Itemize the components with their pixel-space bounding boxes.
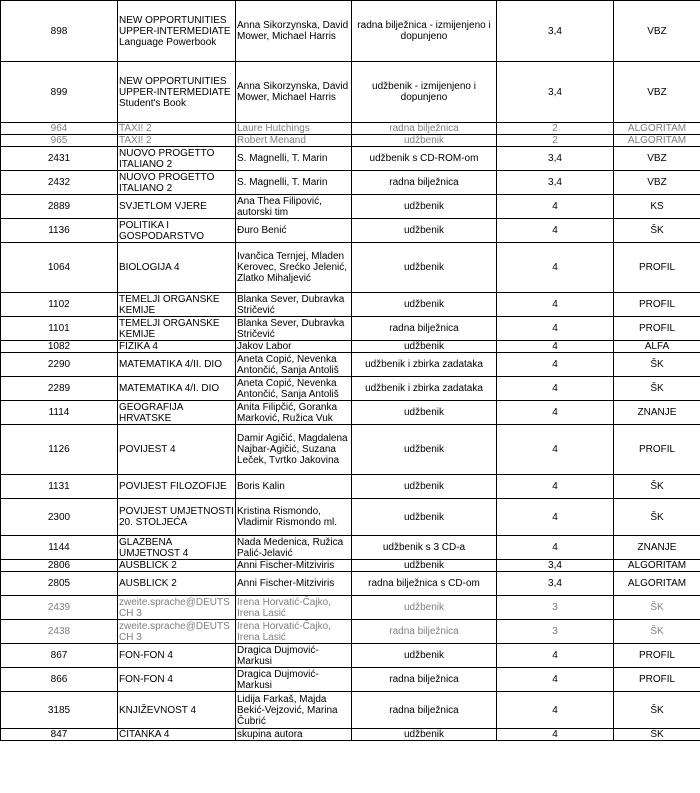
cell-type: radna bilježnica s CD-om — [352, 572, 497, 596]
cell-grade: 4 — [497, 317, 614, 341]
cell-type: udžbenik — [352, 243, 497, 293]
cell-title: MATEMATIKA 4/II. DIO — [118, 353, 236, 377]
cell-grade: 4 — [497, 644, 614, 668]
cell-code: 1144 — [1, 536, 118, 560]
cell-publisher: PROFIL — [614, 425, 700, 475]
cell-title: ČITANKA 4 — [118, 729, 236, 741]
cell-publisher: PROFIL — [614, 317, 700, 341]
cell-title: BIOLOGIJA 4 — [118, 243, 236, 293]
cell-publisher: ŠK — [614, 377, 700, 401]
table-row — [1, 729, 700, 741]
cell-title: TAXI! 2 — [118, 123, 236, 135]
cell-authors: Laure Hutchings — [236, 123, 352, 135]
cell-title: FIZIKA 4 — [118, 341, 236, 353]
cell-code: 1101 — [1, 317, 118, 341]
cell-grade: 3 — [497, 596, 614, 620]
table-row — [1, 195, 700, 219]
cell-authors: Kristina Rismondo, Vladimir Rismondo ml. — [236, 499, 352, 536]
cell-code: 2438 — [1, 620, 118, 644]
table-row — [1, 243, 700, 293]
cell-authors: Blanka Sever, Dubravka Stričević — [236, 317, 352, 341]
cell-publisher: ŠK — [614, 729, 700, 741]
cell-code: 2432 — [1, 171, 118, 195]
cell-type: radna bilježnica — [352, 692, 497, 729]
cell-title: NEW OPPORTUNITIES UPPER-INTERMEDIATE Student's Book — [118, 62, 236, 123]
cell-type: udžbenik i zbirka zadataka — [352, 377, 497, 401]
cell-code: 1064 — [1, 243, 118, 293]
cell-code: 965 — [1, 135, 118, 147]
cell-type: udžbenik — [352, 560, 497, 572]
table-row — [1, 341, 700, 353]
cell-type: udžbenik - izmijenjeno i dopunjeno — [352, 62, 497, 123]
table-row — [1, 425, 700, 475]
table-row — [1, 62, 700, 123]
table-row — [1, 135, 700, 147]
cell-type: udžbenik i zbirka zadataka — [352, 353, 497, 377]
cell-authors: Lidija Farkaš, Majda Bekić-Vejzović, Marina Čubrić — [236, 692, 352, 729]
cell-type: udžbenik — [352, 341, 497, 353]
cell-grade: 4 — [497, 243, 614, 293]
table-row — [1, 219, 700, 243]
cell-authors: Boris Kalin — [236, 475, 352, 499]
cell-type: udžbenik — [352, 195, 497, 219]
cell-authors: Anni Fischer-Mitziviris — [236, 560, 352, 572]
cell-code: 2806 — [1, 560, 118, 572]
cell-publisher: ALGORITAM — [614, 572, 700, 596]
cell-grade: 3,4 — [497, 147, 614, 171]
cell-authors: Ana Thea Filipović, autorski tim — [236, 195, 352, 219]
cell-grade: 3,4 — [497, 560, 614, 572]
cell-code: 1126 — [1, 425, 118, 475]
cell-code: 2431 — [1, 147, 118, 171]
cell-title: NEW OPPORTUNITIES UPPER-INTERMEDIATE Language Powerbook — [118, 1, 236, 62]
table-row — [1, 317, 700, 341]
cell-code: 847 — [1, 729, 118, 741]
cell-code: 1082 — [1, 341, 118, 353]
cell-authors: Damir Agičić, Magdalena Najbar-Agičić, Suzana Leček, Tvrtko Jakovina — [236, 425, 352, 475]
cell-grade: 4 — [497, 425, 614, 475]
cell-grade: 4 — [497, 293, 614, 317]
cell-type: udžbenik — [352, 729, 497, 741]
cell-grade: 3,4 — [497, 572, 614, 596]
cell-type: radna bilježnica — [352, 317, 497, 341]
cell-code: 2289 — [1, 377, 118, 401]
cell-type: radna bilježnica — [352, 620, 497, 644]
table-row — [1, 401, 700, 425]
cell-title: GEOGRAFIJA HRVATSKE — [118, 401, 236, 425]
cell-code: 898 — [1, 1, 118, 62]
cell-grade: 4 — [497, 729, 614, 741]
cell-title: AUSBLICK 2 — [118, 572, 236, 596]
cell-authors: Anna Sikorzynska, David Mower, Michael Harris — [236, 62, 352, 123]
cell-grade: 4 — [497, 668, 614, 692]
cell-title: TEMELJI ORGANSKE KEMIJE — [118, 317, 236, 341]
cell-title: GLAZBENA UMJETNOST 4 — [118, 536, 236, 560]
table-row — [1, 171, 700, 195]
cell-type: udžbenik s CD-ROM-om — [352, 147, 497, 171]
cell-type: udžbenik — [352, 596, 497, 620]
cell-title: NUOVO PROGETTO ITALIANO 2 — [118, 147, 236, 171]
table-row — [1, 596, 700, 620]
cell-grade: 3,4 — [497, 171, 614, 195]
cell-title: POVIJEST FILOZOFIJE — [118, 475, 236, 499]
cell-grade: 3,4 — [497, 62, 614, 123]
cell-authors: skupina autora — [236, 729, 352, 741]
cell-publisher: PROFIL — [614, 243, 700, 293]
table-row — [1, 620, 700, 644]
cell-authors: Ivančica Ternjej, Mladen Kerovec, Srećko Jelenić, Zlatko Mihaljević — [236, 243, 352, 293]
cell-type: udžbenik s 3 CD-a — [352, 536, 497, 560]
cell-type: udžbenik — [352, 475, 497, 499]
table-row — [1, 572, 700, 596]
cell-code: 1102 — [1, 293, 118, 317]
cell-publisher: ALGORITAM — [614, 123, 700, 135]
cell-type: udžbenik — [352, 401, 497, 425]
table-row — [1, 377, 700, 401]
cell-title: zweite.sprache@DEUTSCH 3 — [118, 620, 236, 644]
cell-grade: 4 — [497, 219, 614, 243]
cell-title: FON-FON 4 — [118, 644, 236, 668]
cell-authors: Nada Medenica, Ružica Palić-Jelavić — [236, 536, 352, 560]
table-row — [1, 668, 700, 692]
table-row — [1, 560, 700, 572]
table-row — [1, 293, 700, 317]
cell-publisher: PROFIL — [614, 668, 700, 692]
cell-authors: S. Magnelli, T. Marin — [236, 147, 352, 171]
cell-publisher: ŠK — [614, 692, 700, 729]
table-row — [1, 644, 700, 668]
cell-publisher: ŠK — [614, 353, 700, 377]
cell-code: 2290 — [1, 353, 118, 377]
cell-code: 1114 — [1, 401, 118, 425]
cell-type: radna bilježnica — [352, 668, 497, 692]
cell-publisher: ŠK — [614, 499, 700, 536]
cell-type: radna bilježnica - izmijenjeno i dopunjeno — [352, 1, 497, 62]
cell-title: NUOVO PROGETTO ITALIANO 2 — [118, 171, 236, 195]
cell-authors: Irena Horvatić-Čajko, Irena Lasić — [236, 596, 352, 620]
cell-publisher: PROFIL — [614, 293, 700, 317]
cell-authors: Anita Filipčić, Goranka Marković, Ružica Vuk — [236, 401, 352, 425]
table-row — [1, 123, 700, 135]
cell-title: TEMELJI ORGANSKE KEMIJE — [118, 293, 236, 317]
cell-code: 2889 — [1, 195, 118, 219]
cell-code: 964 — [1, 123, 118, 135]
cell-publisher: ALGORITAM — [614, 135, 700, 147]
cell-title: POLITIKA I GOSPODARSTVO — [118, 219, 236, 243]
table-row — [1, 499, 700, 536]
cell-code: 1136 — [1, 219, 118, 243]
cell-code: 899 — [1, 62, 118, 123]
cell-authors: Aneta Copić, Nevenka Antončić, Sanja Antoliš — [236, 353, 352, 377]
cell-code: 866 — [1, 668, 118, 692]
cell-type: udžbenik — [352, 293, 497, 317]
cell-grade: 4 — [497, 401, 614, 425]
cell-code: 2300 — [1, 499, 118, 536]
cell-authors: Dragica Dujmović-Markusi — [236, 644, 352, 668]
cell-grade: 4 — [497, 475, 614, 499]
cell-type: udžbenik — [352, 135, 497, 147]
cell-publisher: VBZ — [614, 171, 700, 195]
cell-code: 1131 — [1, 475, 118, 499]
cell-type: udžbenik — [352, 499, 497, 536]
table-row — [1, 1, 700, 62]
cell-authors: S. Magnelli, T. Marin — [236, 171, 352, 195]
cell-title: KNJIŽEVNOST 4 — [118, 692, 236, 729]
cell-title: MATEMATIKA 4/I. DIO — [118, 377, 236, 401]
cell-type: radna bilježnica — [352, 123, 497, 135]
cell-type: udžbenik — [352, 425, 497, 475]
cell-authors: Dragica Dujmović-Markusi — [236, 668, 352, 692]
cell-grade: 4 — [497, 195, 614, 219]
cell-publisher: VBZ — [614, 1, 700, 62]
cell-grade: 4 — [497, 536, 614, 560]
cell-grade: 4 — [497, 377, 614, 401]
cell-grade: 4 — [497, 341, 614, 353]
cell-authors: Aneta Copić, Nevenka Antončić, Sanja Antoliš — [236, 377, 352, 401]
cell-type: radna bilježnica — [352, 171, 497, 195]
cell-code: 3185 — [1, 692, 118, 729]
cell-code: 867 — [1, 644, 118, 668]
cell-publisher: ZNANJE — [614, 401, 700, 425]
cell-title: SVJETLOM VJERE — [118, 195, 236, 219]
cell-authors: Robert Menand — [236, 135, 352, 147]
cell-grade: 4 — [497, 499, 614, 536]
cell-publisher: ŠK — [614, 620, 700, 644]
cell-publisher: ALFA — [614, 341, 700, 353]
table-row — [1, 353, 700, 377]
table-row — [1, 147, 700, 171]
textbook-table-body — [1, 1, 700, 741]
cell-title: FON-FON 4 — [118, 668, 236, 692]
cell-code: 2805 — [1, 572, 118, 596]
cell-grade: 2 — [497, 123, 614, 135]
cell-publisher: PROFIL — [614, 644, 700, 668]
cell-title: POVIJEST 4 — [118, 425, 236, 475]
cell-type: udžbenik — [352, 219, 497, 243]
cell-authors: Irena Horvatić-Čajko, Irena Lasić — [236, 620, 352, 644]
cell-authors: Anna Sikorzynska, David Mower, Michael Harris — [236, 1, 352, 62]
cell-publisher: VBZ — [614, 147, 700, 171]
cell-authors: Anni Fischer-Mitziviris — [236, 572, 352, 596]
cell-publisher: ŠK — [614, 596, 700, 620]
cell-grade: 4 — [497, 353, 614, 377]
cell-grade: 3,4 — [497, 1, 614, 62]
table-row — [1, 475, 700, 499]
cell-title: POVIJEST UMJETNOSTI 20. STOLJEĆA — [118, 499, 236, 536]
cell-grade: 4 — [497, 692, 614, 729]
cell-publisher: ZNANJE — [614, 536, 700, 560]
cell-authors: Blanka Sever, Dubravka Stričević — [236, 293, 352, 317]
cell-authors: Đuro Benić — [236, 219, 352, 243]
cell-publisher: ŠK — [614, 219, 700, 243]
cell-authors: Jakov Labor — [236, 341, 352, 353]
cell-publisher: KS — [614, 195, 700, 219]
table-row — [1, 692, 700, 729]
cell-grade: 3 — [497, 620, 614, 644]
cell-title: zweite.sprache@DEUTSCH 3 — [118, 596, 236, 620]
table-row — [1, 536, 700, 560]
cell-title: AUSBLICK 2 — [118, 560, 236, 572]
cell-publisher: ŠK — [614, 475, 700, 499]
cell-type: udžbenik — [352, 644, 497, 668]
cell-title: TAXI! 2 — [118, 135, 236, 147]
cell-code: 2439 — [1, 596, 118, 620]
cell-grade: 2 — [497, 135, 614, 147]
cell-publisher: VBZ — [614, 62, 700, 123]
cell-publisher: ALGORITAM — [614, 560, 700, 572]
